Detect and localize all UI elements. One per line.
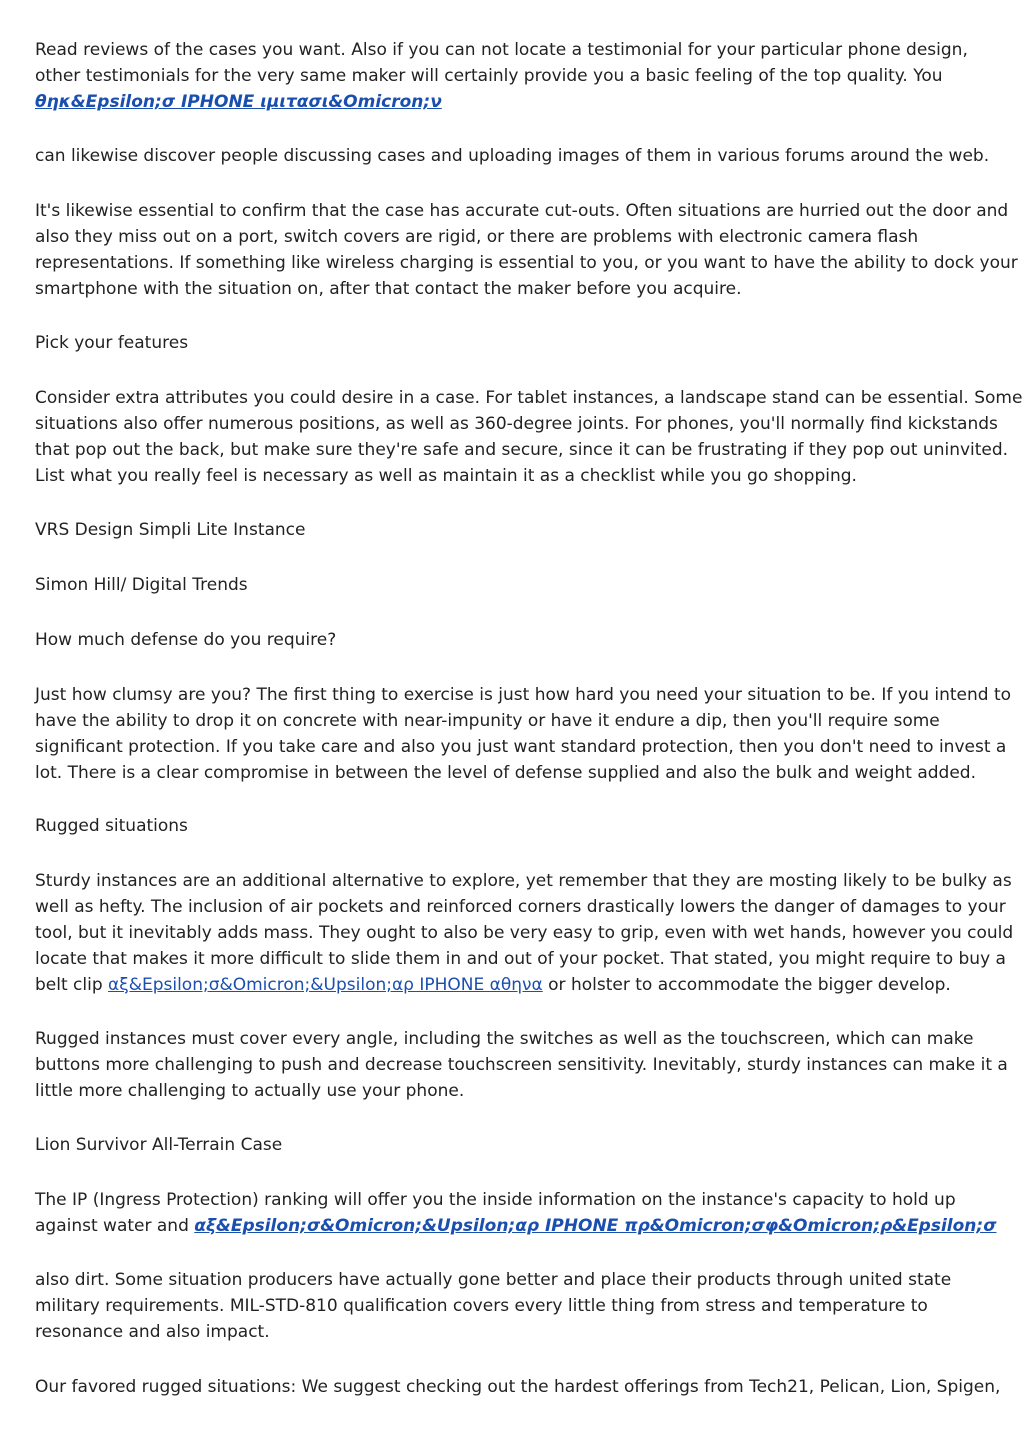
text-line: locate that makes it more difficult to slide them in and out of your pocket. That stated, you might require to buy a — [35, 949, 1006, 969]
text-line: List what you really feel is necessary as well as maintain it as a checklist while you go shopping. — [35, 466, 857, 486]
text-line: buttons more challenging to push and decrease touchscreen sensitivity. Inevitably, sturdy instances can make it a — [35, 1055, 1008, 1075]
paragraph-features — [35, 385, 1023, 489]
text-line: have the ability to drop it on concrete with near-impunity or have it endure a dip, then you'll require some — [35, 711, 940, 731]
iphone-accessories-link[interactable]: αξ&Epsilon;σ&Omicron;&Upsilon;αρ IPHONE αθηνα — [108, 975, 543, 995]
paragraph-forums — [35, 143, 995, 169]
text-line: belt clip αξ&Epsilon;σ&Omicron;&Upsilon;αρ IPHONE αθηνα or holster to accommodate the bigger develop. — [35, 975, 951, 995]
text-line: Just how clumsy are you? The first thing to exercise is just how hard you need your situation to be. If you intend to — [35, 685, 1012, 705]
text-line: also dirt. Some situation producers have actually gone better and place their products through united state — [35, 1270, 952, 1290]
text-line: also they miss out on a port, switch covers are rigid, or there are problems with electronic camera flash — [35, 227, 919, 247]
paragraph-favored — [35, 1374, 1001, 1400]
iphone-accessories-link-2[interactable]: αξ&Epsilon;σ&Omicron;&Upsilon;αρ IPHONE πρ&Omicron;σφ&Omicron;ρ&Epsilon;σ — [194, 1216, 997, 1236]
heading-defense: How much defense do you require? — [35, 630, 337, 650]
heading-rugged: Rugged situations — [35, 816, 188, 836]
paragraph-clumsy — [35, 682, 1012, 786]
paragraph-coverage — [35, 1026, 1008, 1104]
text-line: It's likewise essential to confirm that the case has accurate cut-outs. Often situations are hurried out the door and — [35, 201, 1009, 221]
text-line: can likewise discover people discussing cases and uploading images of them in various forums around the web. — [35, 146, 990, 166]
text-line: Sturdy instances are an additional alternative to explore, yet remember that they are mosting likely to be bulky as — [35, 871, 1012, 891]
heading-pick-features: Pick your features — [35, 333, 189, 353]
text-line: smartphone with the situation on, after that contact the maker before you acquire. — [35, 279, 742, 299]
text-line: little more challenging to actually use your phone. — [35, 1081, 465, 1101]
heading-lion-survivor: Lion Survivor All-Terrain Case — [35, 1135, 283, 1155]
text-line: representations. If something like wireless charging is essential to you, or you want to have the ability to dock your — [35, 253, 1018, 273]
text-line: Consider extra attributes you could desire in a case. For tablet instances, a landscape stand can be essential. Some — [35, 388, 1023, 408]
text-line: significant protection. If you take care and also you just want standard protection, then you don't need to invest a — [35, 737, 1007, 757]
text-line: Read reviews of the cases you want. Also if you can not locate a testimonial for your particular phone design, — [35, 40, 968, 60]
iphone-cases-link[interactable]: θηκ&Epsilon;σ IPHONE ιμιτασι&Omicron;ν — [35, 92, 442, 112]
text-line: tool, but it inevitably adds mass. They ought to also be very easy to grip, even with wet hands, however you could — [35, 923, 1014, 943]
text-line: The IP (Ingress Protection) ranking will offer you the inside information on the instance's capacity to hold up — [35, 1190, 956, 1210]
text-line: lot. There is a clear compromise in between the level of defense supplied and also the bulk and weight added. — [35, 763, 976, 783]
text-line: resonance and also impact. — [35, 1322, 270, 1342]
paragraph-ip-rating — [35, 1187, 995, 1239]
paragraph-intro — [35, 37, 995, 115]
text-line: situations also offer numerous positions, as well as 360-degree joints. For phones, you'll normally find kickstands — [35, 414, 998, 434]
paragraph-sturdy — [35, 868, 1014, 998]
image-credit: Simon Hill/ Digital Trends — [35, 575, 248, 595]
text-line: Our favored rugged situations: We suggest checking out the hardest offerings from Tech21, Pelican, Lion, Spigen, — [35, 1377, 1001, 1397]
heading-vrs-design: VRS Design Simpli Lite Instance — [35, 520, 306, 540]
paragraph-cutouts — [35, 198, 1018, 302]
text-line: other testimonials for the very same maker will certainly provide you a basic feeling of the top quality. You — [35, 66, 943, 86]
text-line: against water and αξ&Epsilon;σ&Omicron;&Upsilon;αρ IPHONE πρ&Omicron;σφ&Omicron;ρ&Epsilon;σ — [35, 1216, 997, 1236]
text-line: Rugged instances must cover every angle, including the switches as well as the touchscreen, which can make — [35, 1029, 974, 1049]
text-line: well as hefty. The inclusion of air pockets and reinforced corners drastically lowers the danger of damages to your — [35, 897, 1006, 917]
text-line: military requirements. MIL-STD-810 qualification covers every little thing from stress and temperature to — [35, 1296, 928, 1316]
paragraph-military — [35, 1267, 995, 1345]
text-line: that pop out the back, but make sure they're safe and secure, since it can be frustrating if they pop out uninvited. — [35, 440, 1009, 460]
